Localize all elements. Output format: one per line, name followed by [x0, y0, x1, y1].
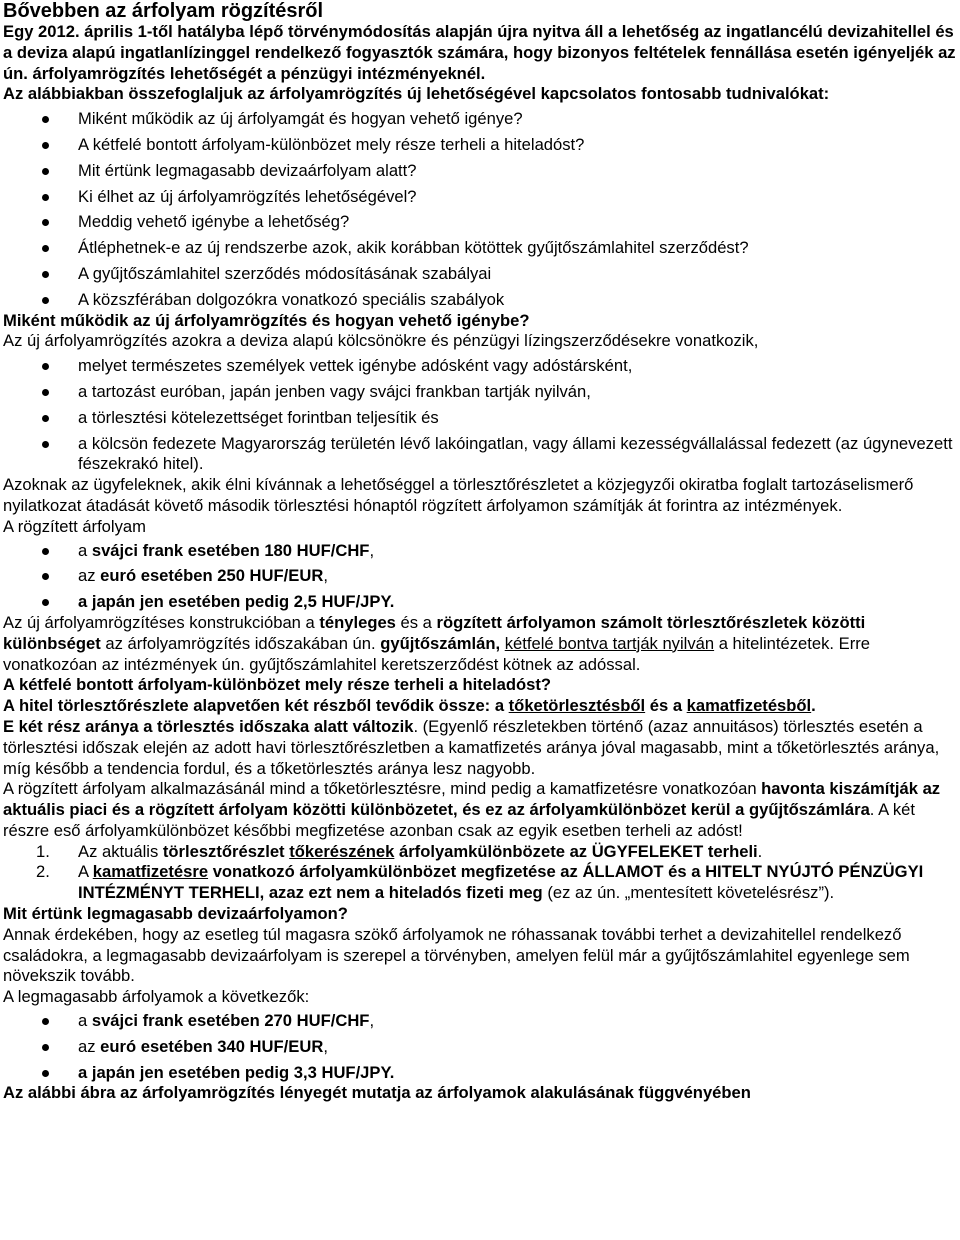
rate-item: az euró esetében 250 HUF/EUR,: [3, 566, 956, 587]
bullet-icon: [42, 142, 49, 149]
intro-summary-line: Az alábbiakban összefoglaljuk az árfolyamrögzítés új lehetőségével kapcsolatos fontosabb tudnivalókat:: [3, 84, 830, 104]
condition-item: a kölcsön fedezete Magyarország területén lévő lakóingatlan, vagy állami kezességvállalással fedezett (az úgynevezett fészekrakó hitel).: [3, 434, 956, 476]
bullet-icon: [42, 1018, 49, 1025]
max-rate-list: [3, 1011, 956, 1083]
toc-item: Miként működik az új árfolyamgát és hogyan vehető igénye?: [3, 109, 956, 130]
bullet-icon: [42, 548, 49, 555]
toc-item: A közszférában dolgozókra vonatkozó speciális szabályok: [3, 290, 956, 311]
toc-item: Ki élhet az új árfolyamrögzítés lehetőségével?: [3, 187, 956, 208]
section-paragraph: Az új árfolyamrögzítés azokra a deviza alapú kölcsönökre és pénzügyi lízingszerződésekre vonatkozik,: [3, 331, 759, 351]
bullet-icon: [42, 599, 49, 606]
rate-item: a svájci frank esetében 270 HUF/CHF,: [3, 1011, 956, 1032]
rate-item: a svájci frank esetében 180 HUF/CHF,: [3, 541, 956, 562]
section-heading: A kétfelé bontott árfolyam-különbözet mely része terheli a hiteladóst?: [3, 675, 552, 695]
condition-item: a tartozást euróban, japán jenben vagy svájci frankban tartják nyilván,: [3, 382, 956, 403]
toc-item: A gyűjtőszámlahitel szerződés módosításának szabályai: [3, 264, 956, 285]
section-heading: Miként működik az új árfolyamrögzítés és hogyan vehető igénybe?: [3, 310, 530, 330]
numbered-item: 2. A kamatfizetésre vonatkozó árfolyamkülönbözet megfizetése az ÁLLAMOT és a HITELT NYÚJTÓ PÉNZÜGYI INTÉZMÉNYT TERHELI, azaz ezt nem a hiteladós fizeti meg (ez az ún. „mentesített követelésrész”).: [36, 862, 924, 903]
condition-item: a törlesztési kötelezettséget forintban teljesítik és: [3, 408, 956, 429]
section-paragraph: Annak érdekében, hogy az esetleg túl magasra szökő árfolyamok ne róhassanak további terhet a devizahitellel rendelkező családokra, a legmagasabb devizaárfolyam is szerepel a törvényben, amelyen felül már a gyűjtőszámlahitel egyenlege sem növekszik tovább.: [3, 924, 910, 986]
rate-item: az euró esetében 340 HUF/EUR,: [3, 1037, 956, 1058]
section-paragraph: Azoknak az ügyfeleknek, akik élni kívánnak a lehetőséggel a törlesztőrészletet a közjegyzői okiratba foglalt tartozáselismerő nyilatkozat átadását követő második törlesztési hónaptól rögzített árfolyamon számítják át forintra az intézmények.: [3, 475, 914, 515]
bullet-icon: [42, 389, 49, 396]
numbered-item: 1. Az aktuális törlesztőrészlet tőkerészének árfolyamkülönbözete az ÜGYFELEKET terheli.: [36, 841, 763, 861]
bullet-icon: [42, 116, 49, 123]
section-paragraph: A hitel törlesztőrészlete alapvetően két részből tevődik össze: a tőketörlesztésből és a kamatfizetésből.: [3, 696, 816, 716]
page-title: Bővebben az árfolyam rögzítésről: [3, 0, 324, 22]
figure-caption-line: Az alábbi ábra az árfolyamrögzítés lényegét mutatja az árfolyamok alakulásának függvényében: [3, 1083, 751, 1103]
toc-list: [3, 109, 956, 310]
bullet-icon: [42, 363, 49, 370]
numbered-list: [3, 842, 956, 904]
bullet-icon: [42, 415, 49, 422]
bullet-icon: [42, 1070, 49, 1077]
section-paragraph: E két rész aránya a törlesztés időszaka alatt változik. (Egyenlő részletekben történő (azaz annuitásos) törlesztés esetén a törlesztési időszak elején az adott havi törlesztőrészletben a kamatfizetés aránya jóval magasabb, mint a tőketörlesztés aránya, míg később a tendencia fordul, és a tőketörlesztés aránya lesz nagyobb.: [3, 716, 940, 778]
fixed-rate-intro: A rögzített árfolyam: [3, 516, 146, 536]
max-rate-intro: A legmagasabb árfolyamok a következők:: [3, 987, 310, 1007]
bullet-icon: [42, 441, 49, 448]
bullet-icon: [42, 168, 49, 175]
toc-item: Meddig vehető igénybe a lehetőség?: [3, 212, 956, 233]
rate-item: a japán jen esetében pedig 3,3 HUF/JPY.: [3, 1063, 956, 1084]
condition-item: melyet természetes személyek vettek igénybe adósként vagy adóstársként,: [3, 356, 956, 377]
bullet-icon: [42, 297, 49, 304]
bullet-icon: [42, 219, 49, 226]
fixed-rate-list: [3, 541, 956, 613]
toc-item: Átléphetnek-e az új rendszerbe azok, akik korábban kötöttek gyűjtőszámlahitel szerződést?: [3, 238, 956, 259]
section-paragraph: Az új árfolyamrögzítéses konstrukcióban a tényleges és a rögzített árfolyamon számolt törlesztőrészletek közötti különbséget az árfolyamrögzítés időszakában ún. gyűjtőszámlán, kétfelé bontva tartják nyilván a hitelintézetek. Erre vonatkozóan az intézmények ún. gyűjtőszámlahitel keretszerződést kötnek az adóssal.: [3, 612, 870, 674]
intro-paragraph: Egy 2012. április 1-től hatályba lépő törvénymódosítás alapján újra nyitva áll a lehetőség az ingatlancélú devizahitellel és a deviza alapú ingatlanlízinggel rendelkező fogyasztók számára, hogy bizonyos feltételek fennállása esetén igényeljék az ún. árfolyamrögzítés lehetőségét a pénzügyi intézményeknél.: [3, 22, 956, 83]
conditions-list: [3, 356, 956, 475]
bullet-icon: [42, 194, 49, 201]
rate-item: a japán jen esetében pedig 2,5 HUF/JPY.: [3, 592, 956, 613]
bullet-icon: [42, 271, 49, 278]
toc-item: A kétfelé bontott árfolyam-különbözet mely része terheli a hiteladóst?: [3, 135, 956, 156]
toc-item: Mit értünk legmagasabb devizaárfolyam alatt?: [3, 161, 956, 182]
bullet-icon: [42, 1044, 49, 1051]
bullet-icon: [42, 245, 49, 252]
bullet-icon: [42, 573, 49, 580]
section-heading: Mit értünk legmagasabb devizaárfolyamon?: [3, 904, 348, 924]
section-paragraph: A rögzített árfolyam alkalmazásánál mind a tőketörlesztésre, mind pedig a kamatfizetésre vonatkozóan havonta kiszámítják az aktuális piaci és a rögzített árfolyam közötti különbözetet, és ez az árfolyamkülönbözet kerül a gyűjtőszámlára. A két részre eső árfolyamkülönbözet későbbi megfizetése azonban csak az egyik esetben terheli az adóst!: [3, 779, 941, 840]
